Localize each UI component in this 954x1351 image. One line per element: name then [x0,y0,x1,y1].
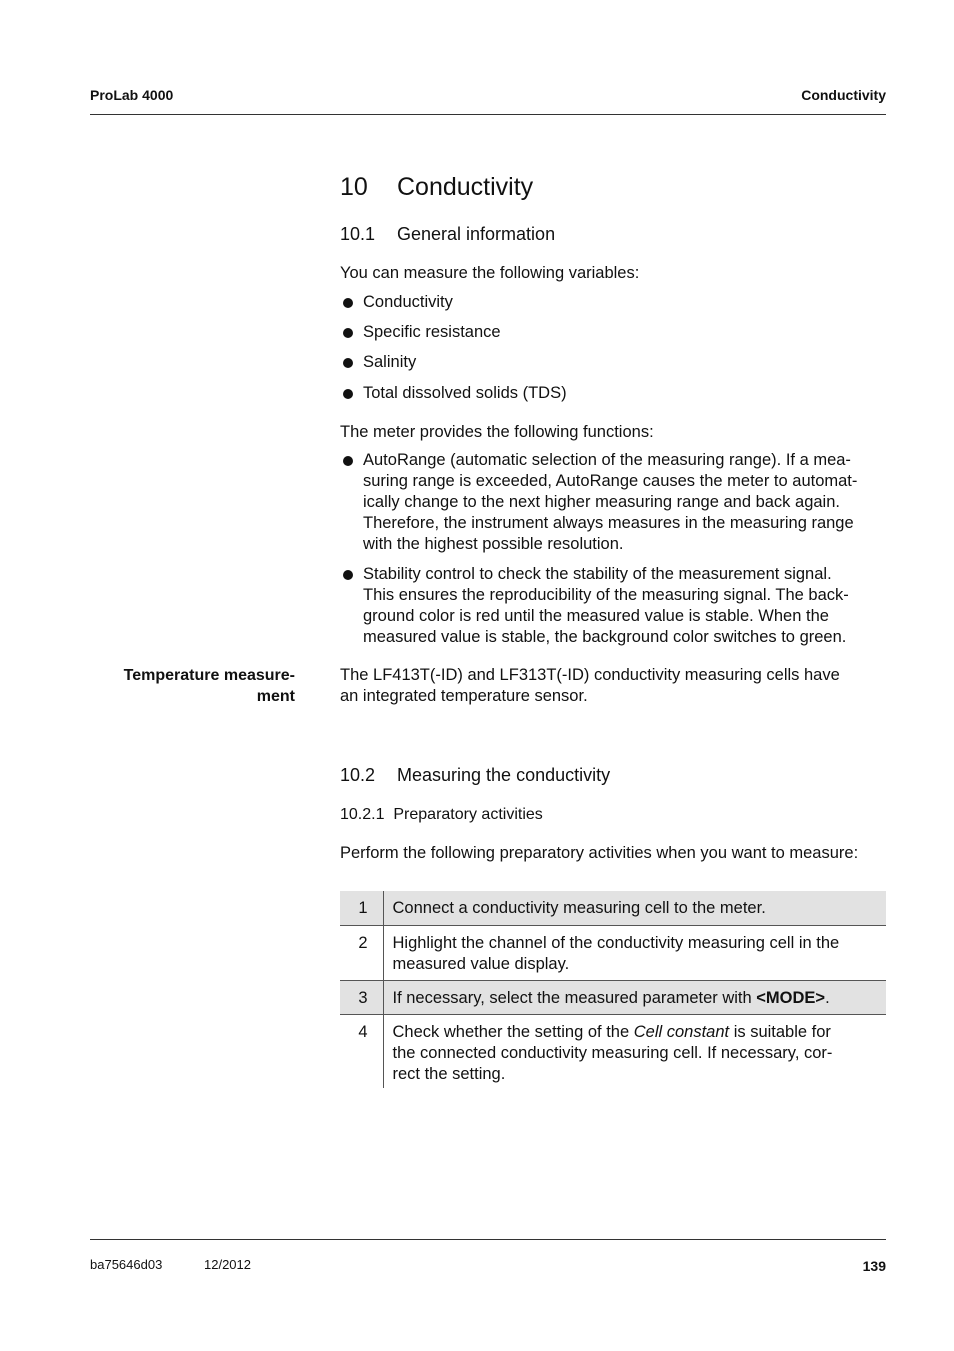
footer-rule [90,1239,886,1240]
preparatory-intro: Perform the following preparatory activities when you want to measure: [340,844,859,862]
running-header-left: ProLab 4000 [90,87,174,103]
subsection-heading-10-2-1 [340,806,543,824]
section-heading-10-2 [340,765,610,786]
list-item: Salinity [340,352,888,373]
bullet-icon [343,298,353,308]
table-row [340,891,886,925]
step-text: Connect a conductivity measuring cell to the meter. [392,899,766,917]
footer-doc-id: ba75646d03 [90,1257,163,1272]
step-text: Highlight the channel of the conductivity measuring cell in the measured value display. [392,933,840,973]
step-number: 2 [340,925,383,980]
step-number: 4 [340,1014,383,1088]
table-row [340,980,886,1014]
margin-note-temperature: Temperature measure- ment [123,667,295,705]
menu-term: Cell constant [633,1022,730,1041]
subsection-number: 10.2.1 [340,806,385,823]
variables-list [340,292,888,404]
bullet-icon [343,456,353,466]
step-text: Check whether the setting of the Cell constant is suitable for the connected conductivity measuring cell. If necessary, cor- rect the setting. [392,1022,833,1083]
table-row [340,925,886,980]
temperature-paragraph: The LF413T(-ID) and LF313T(-ID) conductivity measuring cells have an integrated temperature sensor. [340,666,840,705]
step-text: If necessary, select the measured parameter with <MODE>. [392,988,830,1007]
page-number: 139 [862,1258,886,1274]
bullet-icon [343,389,353,399]
bullet-icon [343,328,353,338]
steps-table [340,891,886,1088]
list-item: Specific resistance [340,322,888,343]
step-number: 1 [340,891,383,925]
list-item: Conductivity [340,292,888,313]
chapter-title-text: Conductivity [397,173,534,201]
bullet-icon [343,358,353,368]
variables-intro: You can measure the following variables: [340,264,640,282]
functions-list [340,450,900,648]
functions-intro: The meter provides the following functions: [340,423,654,441]
list-item: AutoRange (automatic selection of the measuring range). If a mea- suring range is exceeded, AutoRange causes the meter to automat- ically change to the next higher measuring range and back again. Therefore, the instrument always measures in the measuring range with the highest possible resolution. [340,450,900,555]
table-row [340,1014,886,1088]
chapter-number: 10 [340,173,368,201]
subsection-title: Preparatory activities [393,806,543,823]
footer-date: 12/2012 [204,1257,251,1272]
section-title: General information [397,224,556,244]
step-number: 3 [340,980,383,1014]
list-item: Stability control to check the stability of the measurement signal. This ensures the reproducibility of the measuring signal. The back- ground color is red until the measured value is stable. When the measured value is stable, the background color switches to green. [340,564,900,648]
key-label: <MODE> [756,988,826,1007]
section-heading-10-1 [340,224,555,245]
section-number: 10.2 [340,765,376,785]
list-item: Total dissolved solids (TDS) [340,383,888,404]
header-rule [90,114,886,115]
bullet-icon [343,570,353,580]
section-title: Measuring the conductivity [397,765,611,785]
section-number: 10.1 [340,224,376,244]
chapter-title [340,173,533,202]
running-header-right: Conductivity [801,87,886,103]
